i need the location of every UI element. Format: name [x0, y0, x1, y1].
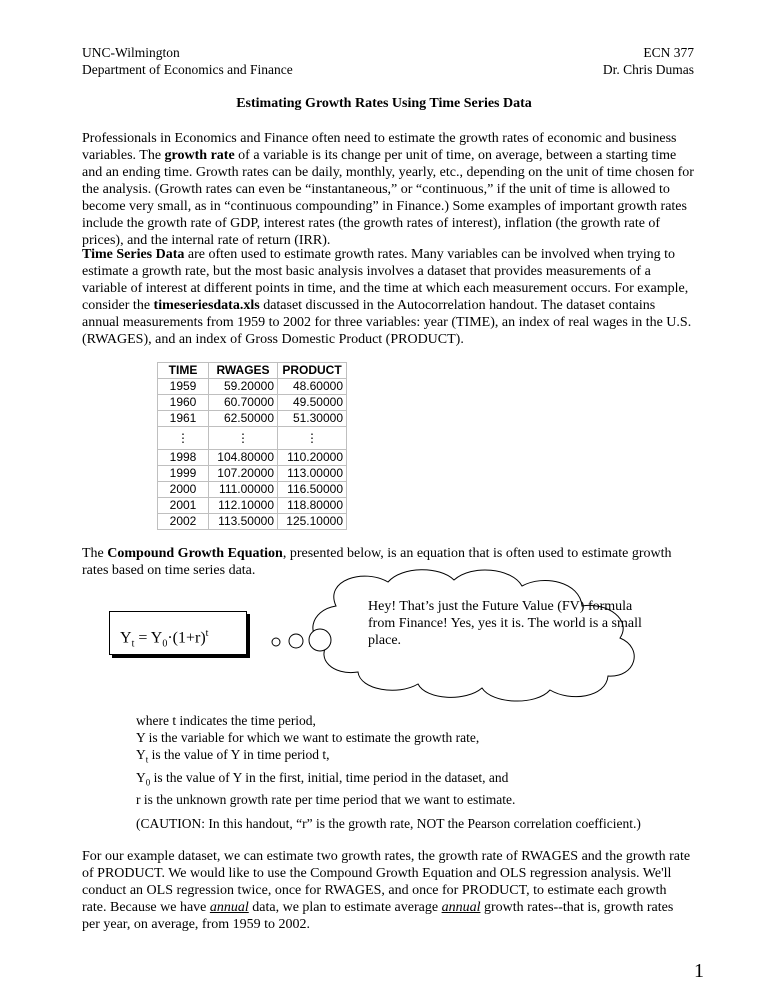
text-span: is the value of Y in time period t, [148, 747, 330, 762]
equation-symbol: Y [120, 629, 132, 647]
bold-term: Time Series Data [82, 247, 185, 262]
column-header: PRODUCT [278, 363, 347, 379]
table-row [158, 482, 347, 498]
table-cell: 111.00000 [209, 482, 278, 498]
table-cell: 62.50000 [209, 411, 278, 427]
table-cell: 59.20000 [209, 379, 278, 395]
text-span: growth rates--that is, growth rates per year, on average, from 1959 to 2002. [82, 900, 674, 932]
equation-subscript: 0 [162, 638, 168, 650]
table-cell: 110.20000 [278, 450, 347, 466]
definition-line [136, 769, 696, 792]
table-cell: 2000 [158, 482, 209, 498]
table-cell: 2001 [158, 498, 209, 514]
text-span: The [82, 546, 108, 561]
equation-symbol: = Y [134, 629, 163, 647]
table-cell: 1961 [158, 411, 209, 427]
header-institution: UNC-Wilmington [82, 45, 180, 60]
header-instructor: Dr. Chris Dumas [602, 62, 694, 77]
table-row [158, 498, 347, 514]
compound-growth-equation [109, 611, 247, 655]
equation-superscript: t [205, 628, 209, 639]
table-row [158, 379, 347, 395]
table-cell: 2002 [158, 514, 209, 530]
table-cell: 1998 [158, 450, 209, 466]
subscript: t [145, 754, 149, 765]
emphasis-term: annual [441, 900, 481, 915]
table-cell: 49.50000 [278, 395, 347, 411]
ellipsis-cell: ⋮ [158, 427, 209, 450]
text-span: Y [136, 769, 146, 785]
table-row [158, 466, 347, 482]
text-span: , presented below, is an equation that is often used to estimate growth rates based on time series data. [82, 546, 672, 578]
text-span: Y [136, 747, 146, 762]
table-header-row [158, 363, 347, 379]
table-cell: 107.20000 [209, 466, 278, 482]
table-cell: 1960 [158, 395, 209, 411]
header-left [82, 44, 293, 78]
bold-term: growth rate [164, 148, 235, 163]
ellipsis-cell: ⋮ [278, 427, 347, 450]
time-series-paragraph [82, 246, 694, 348]
table-cell: 1999 [158, 466, 209, 482]
text-span: data, we plan to estimate average [248, 900, 442, 915]
table-row [158, 514, 347, 530]
page-number: 1 [694, 960, 704, 982]
table-cell: 118.80000 [278, 498, 347, 514]
table-row [158, 450, 347, 466]
bold-term: Compound Growth Equation [107, 546, 283, 561]
equation-subscript: t [131, 638, 135, 650]
table-cell: 51.30000 [278, 411, 347, 427]
column-header: RWAGES [209, 363, 278, 379]
definition-line: r is the unknown growth rate per time period that we want to estimate. [136, 792, 516, 808]
table-ellipsis-row [158, 427, 347, 450]
text-span: dataset discussed in the Autocorrelation handout. The dataset contains annual measurements from 1959 to 2002 for three variables: year (TIME), an index of real wages in the U.S. (RWAGES), and an index of Gross Domestic Product (PRODUCT). [82, 298, 692, 347]
column-header: TIME [158, 363, 209, 379]
header-right [603, 44, 694, 78]
table-cell: 125.10000 [278, 514, 347, 530]
table-cell: 60.70000 [209, 395, 278, 411]
table-cell: 112.10000 [209, 498, 278, 514]
text-span: of a variable is its change per unit of time, on average, between a starting time and an ending time. Growth rates can be daily, monthly, yearly, etc., depending on the unit of time chosen for the analysis. (Growth rates can even be “instantaneous,” or “continuous,” if the unit of time is allowed to become very small, as in “continuous compounding” in Finance.) Some examples of important growth rates include the growth rate of GDP, interest rates (the growth rates of interest), inflation (the growth rate of prices), and the internal rate of return (IRR). [82, 148, 694, 248]
header-department: Department of Economics and Finance [82, 62, 293, 77]
table-cell: 104.80000 [209, 450, 278, 466]
page-title: Estimating Growth Rates Using Time Series Data [236, 96, 532, 111]
thought-cloud-text: Hey! That’s just the Future Value (FV) formula from Finance! Yes, yes it is. The world is a small place. [368, 599, 642, 648]
intro-paragraph [82, 130, 694, 249]
table-row [158, 395, 347, 411]
text-span: Professionals in Economics and Finance often need to estimate the growth rates of economic and business variables. The [82, 131, 677, 163]
definitions-list [136, 712, 696, 808]
data-table [157, 362, 347, 530]
table-cell: 116.50000 [278, 482, 347, 498]
bold-term: timeseriesdata.xls [153, 298, 260, 313]
text-span: For our example dataset, we can estimate two growth rates, the growth rate of RWAGES and the growth rate of PRODUCT. We would like to use the Compound Growth Equation and OLS regression analysis. We'll conduct an OLS regression twice, once for RWAGES, and once for PRODUCT, to estimate each growth rate. Because we have [82, 849, 691, 915]
table-cell: 1959 [158, 379, 209, 395]
table-cell: 113.00000 [278, 466, 347, 482]
table-cell: 48.60000 [278, 379, 347, 395]
example-paragraph [82, 848, 694, 933]
equation-symbol: ·(1+r) [167, 629, 206, 647]
caution-note: (CAUTION: In this handout, “r” is the growth rate, NOT the Pearson correlation coefficient.) [136, 816, 641, 831]
text-span: is the value of Y in the first, initial, time period in the dataset, and [150, 769, 509, 785]
text-span: are often used to estimate growth rates. Many variables can be involved when trying to estimate a growth rate, but the most basic analysis involves a dataset that provides measurements of a variable of interest at different points in time, and the time at which each measurement occurs. For example, consider the [82, 247, 689, 313]
table-cell: 113.50000 [209, 514, 278, 530]
subscript: 0 [145, 777, 151, 788]
emphasis-term: annual [209, 900, 249, 915]
definition-line: where t indicates the time period, [136, 713, 316, 728]
definition-line: Y is the variable for which we want to estimate the growth rate, [136, 730, 480, 745]
ellipsis-cell: ⋮ [209, 427, 278, 450]
definition-line [136, 746, 696, 769]
header-course: ECN 377 [643, 45, 694, 60]
table-row [158, 411, 347, 427]
